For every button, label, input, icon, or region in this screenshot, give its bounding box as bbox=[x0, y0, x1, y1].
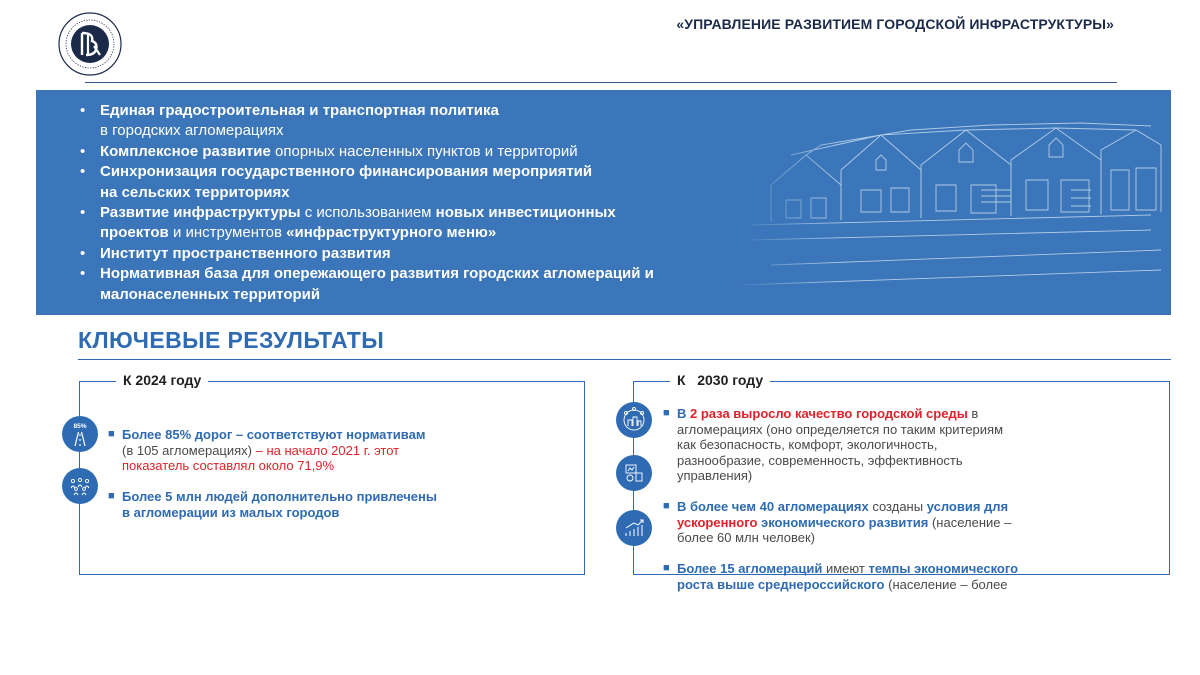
city-quality-icon bbox=[616, 402, 652, 438]
header-divider bbox=[85, 82, 1117, 83]
list-item: • Нормативная база для опережающего развития городских агломераций и малонаселенных территорий bbox=[80, 264, 654, 305]
results-divider bbox=[78, 359, 1171, 360]
list-item: • Институт пространственного развития bbox=[80, 244, 654, 264]
result-2030-city-quality: ■ В 2 раза выросло качество городской среды в агломерациях (оно определяется по таким критериям как безопасность, комфорт, экологичность, разнообразие, современность, эффективность управления) bbox=[663, 406, 1004, 484]
people-group-icon bbox=[62, 468, 98, 504]
houses-blueprint-icon bbox=[731, 90, 1171, 315]
growth-chart-icon bbox=[616, 510, 652, 546]
result-2024-roads: ■ Более 85% дорог – соответствуют нормативам (в 105 агломерациях) – на начало 2021 г. этот показатель составлял около 71,9% bbox=[108, 427, 426, 474]
results-2024-card bbox=[79, 372, 585, 575]
hse-logo bbox=[58, 12, 122, 76]
list-item: • Комплексное развитие опорных населенных пунктов и территорий bbox=[80, 142, 654, 162]
card-label-2030: К 2030 году bbox=[670, 372, 770, 388]
road-85-percent-icon bbox=[62, 416, 98, 452]
economy-chart-icon bbox=[616, 455, 652, 491]
result-2024-people: ■ Более 5 млн людей дополнительно привлечены в агломерации из малых городов bbox=[108, 489, 437, 520]
result-2030-economy: ■ В более чем 40 агломерациях созданы условия для ускоренного экономического развития (население – более 60 млн человек) bbox=[663, 499, 1012, 546]
goals-list bbox=[80, 101, 654, 305]
results-title: КЛЮЧЕВЫЕ РЕЗУЛЬТАТЫ bbox=[78, 327, 385, 353]
goals-banner bbox=[36, 90, 1171, 315]
hse-university-logo-icon bbox=[58, 12, 122, 76]
result-2030-growth: ■ Более 15 агломераций имеют темпы экономического роста выше среднероссийского (население – более bbox=[663, 561, 1019, 592]
page-title: «УПРАВЛЕНИЕ РАЗВИТИЕМ ГОРОДСКОЙ ИНФРАСТРУКТУРЫ» bbox=[676, 16, 1114, 32]
list-item: • Синхронизация государственного финансирования мероприятий на сельских территориях bbox=[80, 162, 654, 203]
card-label-2024: К 2024 году bbox=[116, 372, 208, 388]
content-clip-mask bbox=[600, 592, 1200, 675]
icon-percent-text: 85% bbox=[73, 423, 87, 430]
list-item: • Развитие инфраструктуры с использованием новых инвестиционных проектов и инструментов «инфраструктурного меню» bbox=[80, 203, 654, 244]
list-item: • Единая градостроительная и транспортная политика в городских агломерациях bbox=[80, 101, 654, 142]
